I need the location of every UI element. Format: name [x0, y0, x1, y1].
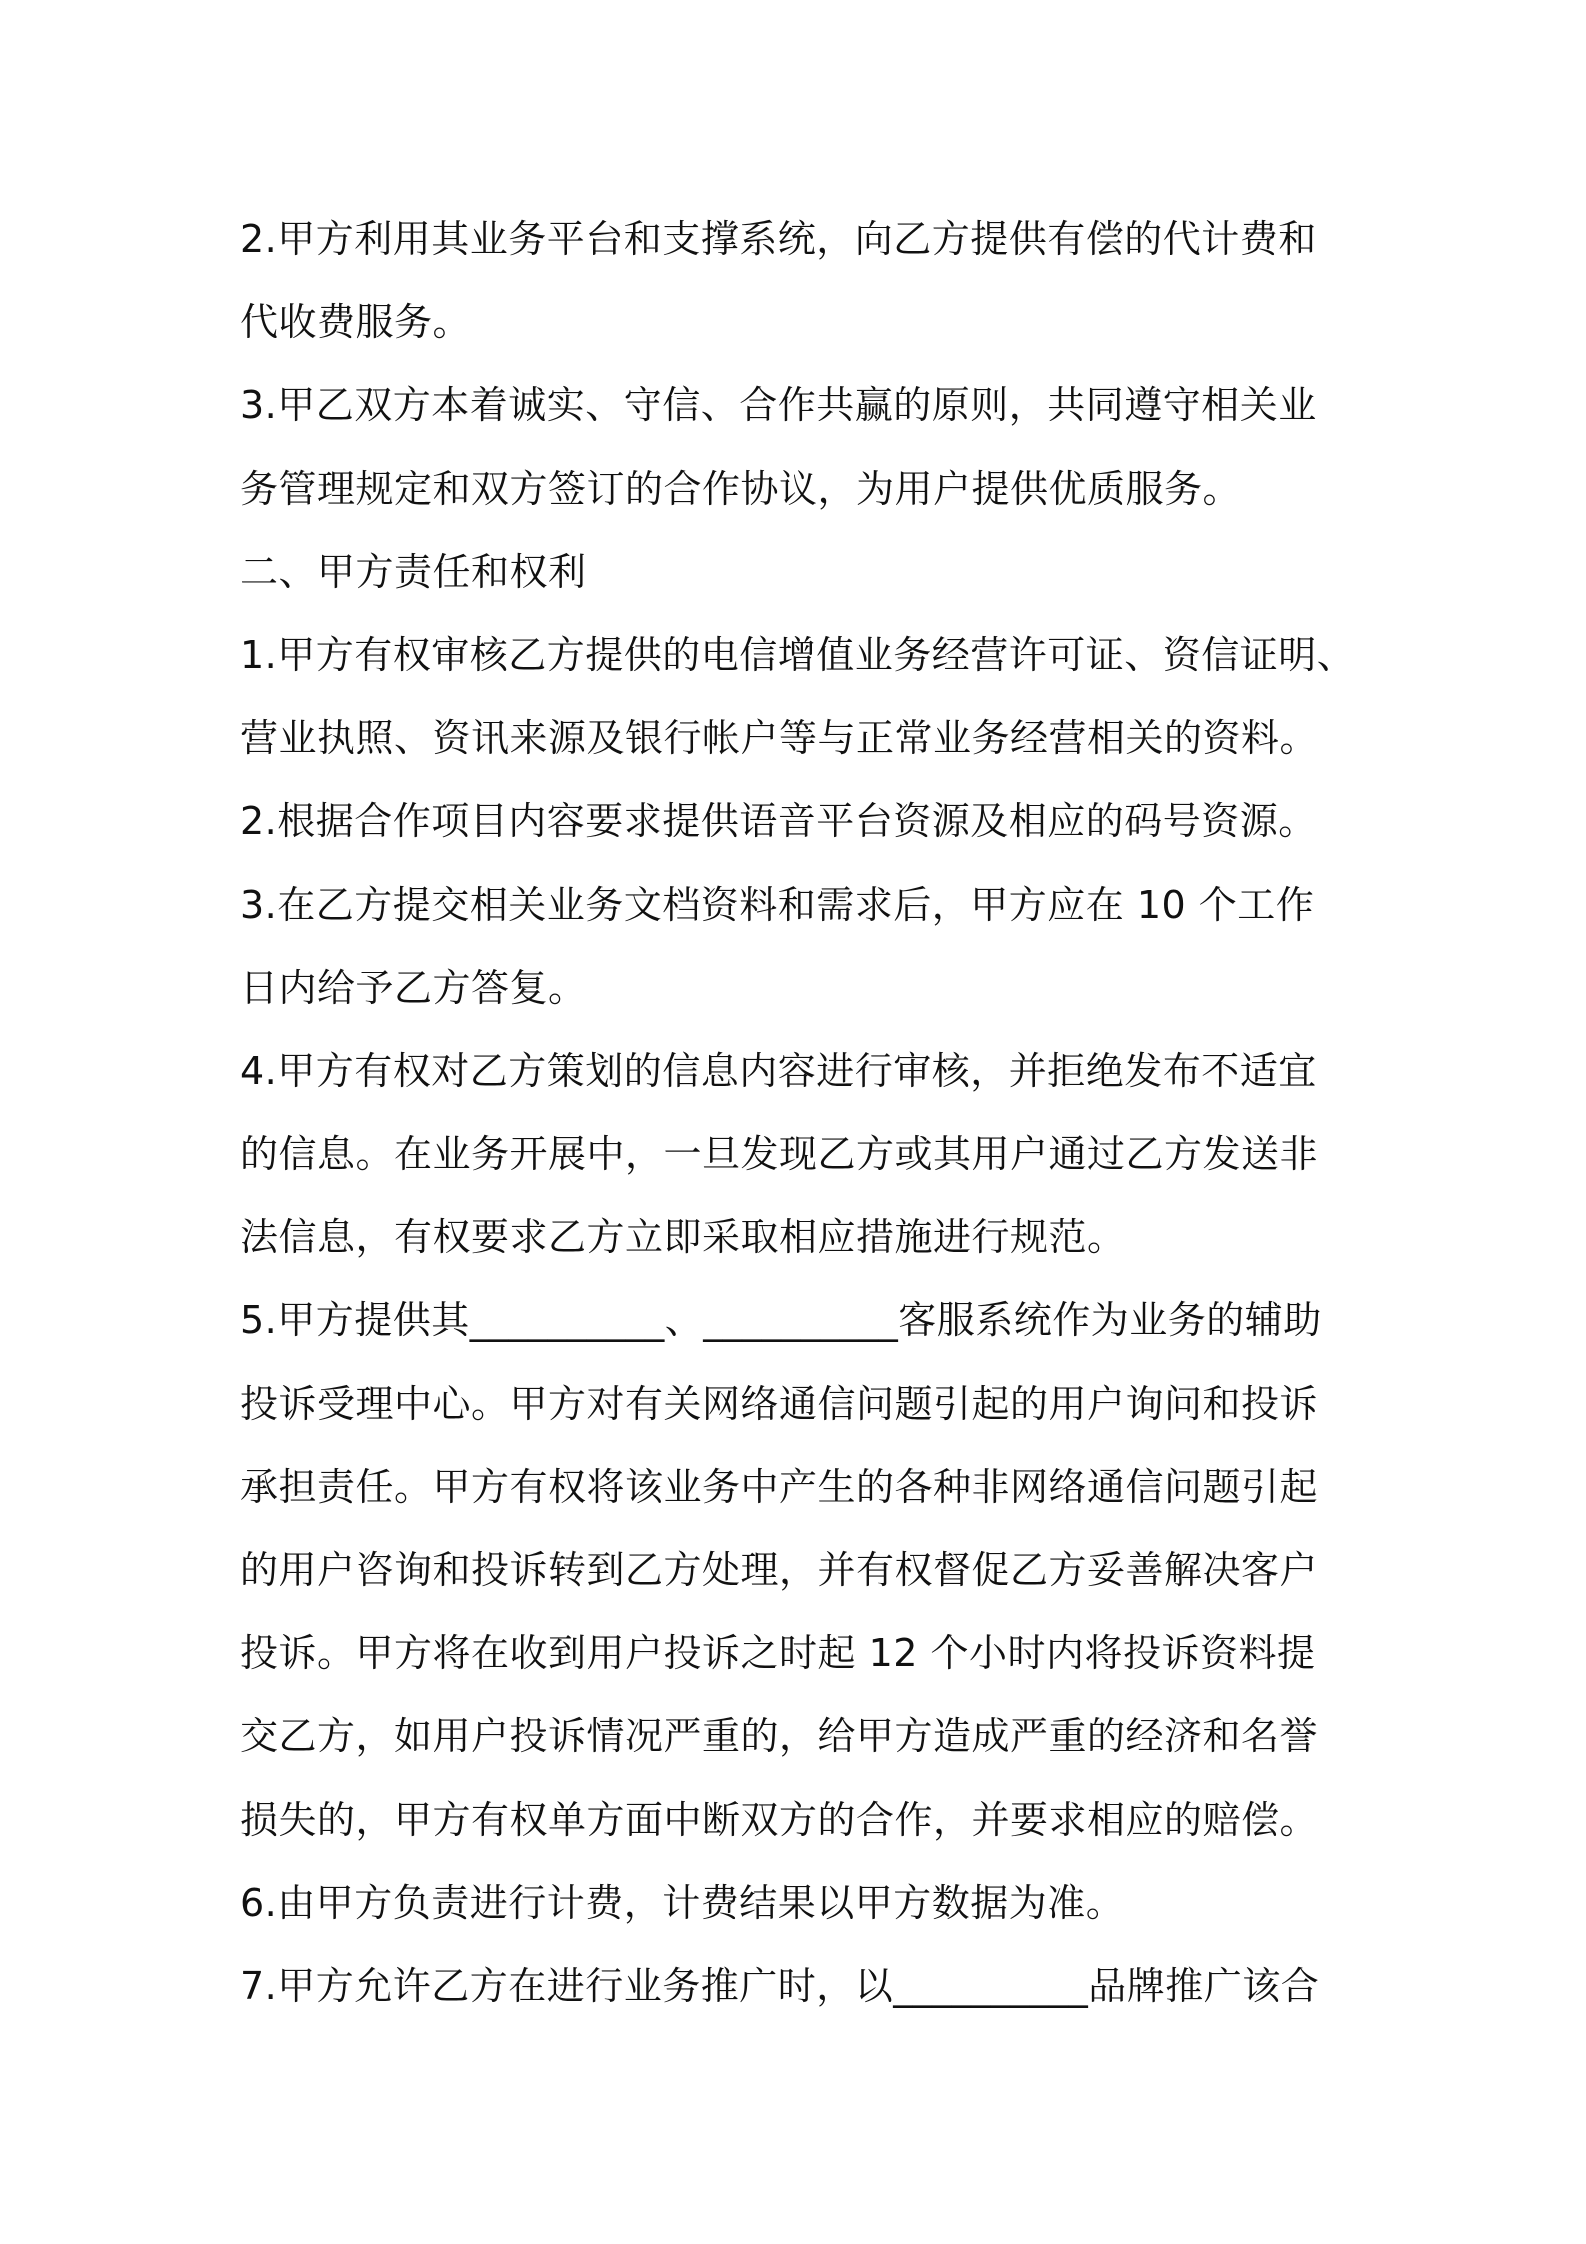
- text-line: 2.根据合作项目内容要求提供语音平台资源及相应的码号资源。: [240, 799, 1317, 844]
- text-line: 日内给予乙方答复。: [240, 965, 587, 1010]
- text-line: 5.甲方提供其__________、__________客服系统作为业务的辅助: [240, 1298, 1322, 1343]
- section-heading: 二、甲方责任和权利: [240, 549, 587, 594]
- text-line: 6.由甲方负责进行计费，计费结果以甲方数据为准。: [240, 1880, 1125, 1925]
- text-line: 3.在乙方提交相关业务文档资料和需求后，甲方应在 10 个工作: [240, 882, 1315, 927]
- text-line: 投诉。甲方将在收到用户投诉之时起 12 个小时内将投诉资料提: [240, 1631, 1316, 1676]
- document-body: [240, 198, 1370, 2028]
- text-line: 务管理规定和双方签订的合作协议，为用户提供优质服务。: [240, 466, 1242, 511]
- text-line: 交乙方，如用户投诉情况严重的，给甲方造成严重的经济和名誉: [240, 1714, 1319, 1759]
- text-line: 投诉受理中心。甲方对有关网络通信问题引起的用户询问和投诉: [240, 1381, 1319, 1426]
- text-line: 承担责任。甲方有权将该业务中产生的各种非网络通信问题引起: [240, 1464, 1319, 1509]
- text-line: 2.甲方利用其业务平台和支撑系统，向乙方提供有偿的代计费和: [240, 217, 1317, 261]
- text-line: 损失的，甲方有权单方面中断双方的合作，并要求相应的赔偿。: [240, 1797, 1319, 1842]
- text-line: 法信息，有权要求乙方立即采取相应措施进行规范。: [240, 1215, 1126, 1260]
- text-line: 7.甲方允许乙方在进行业务推广时，以__________品牌推广该合: [240, 1963, 1320, 2008]
- text-line: 的用户咨询和投诉转到乙方处理，并有权督促乙方妥善解决客户: [240, 1548, 1319, 1592]
- text-line: 3.甲乙双方本着诚实、守信、合作共赢的原则，共同遵守相关业: [240, 383, 1317, 428]
- text-line: 的信息。在业务开展中，一旦发现乙方或其用户通过乙方发送非: [240, 1132, 1319, 1177]
- text-line: 营业执照、资讯来源及银行帐户等与正常业务经营相关的资料。: [240, 716, 1319, 761]
- text-line: 4.甲方有权对乙方策划的信息内容进行审核，并拒绝发布不适宜: [240, 1048, 1317, 1093]
- text-line: 1.甲方有权审核乙方提供的电信增值业务经营许可证、资信证明、: [240, 632, 1356, 677]
- text-line: 代收费服务。: [240, 300, 472, 345]
